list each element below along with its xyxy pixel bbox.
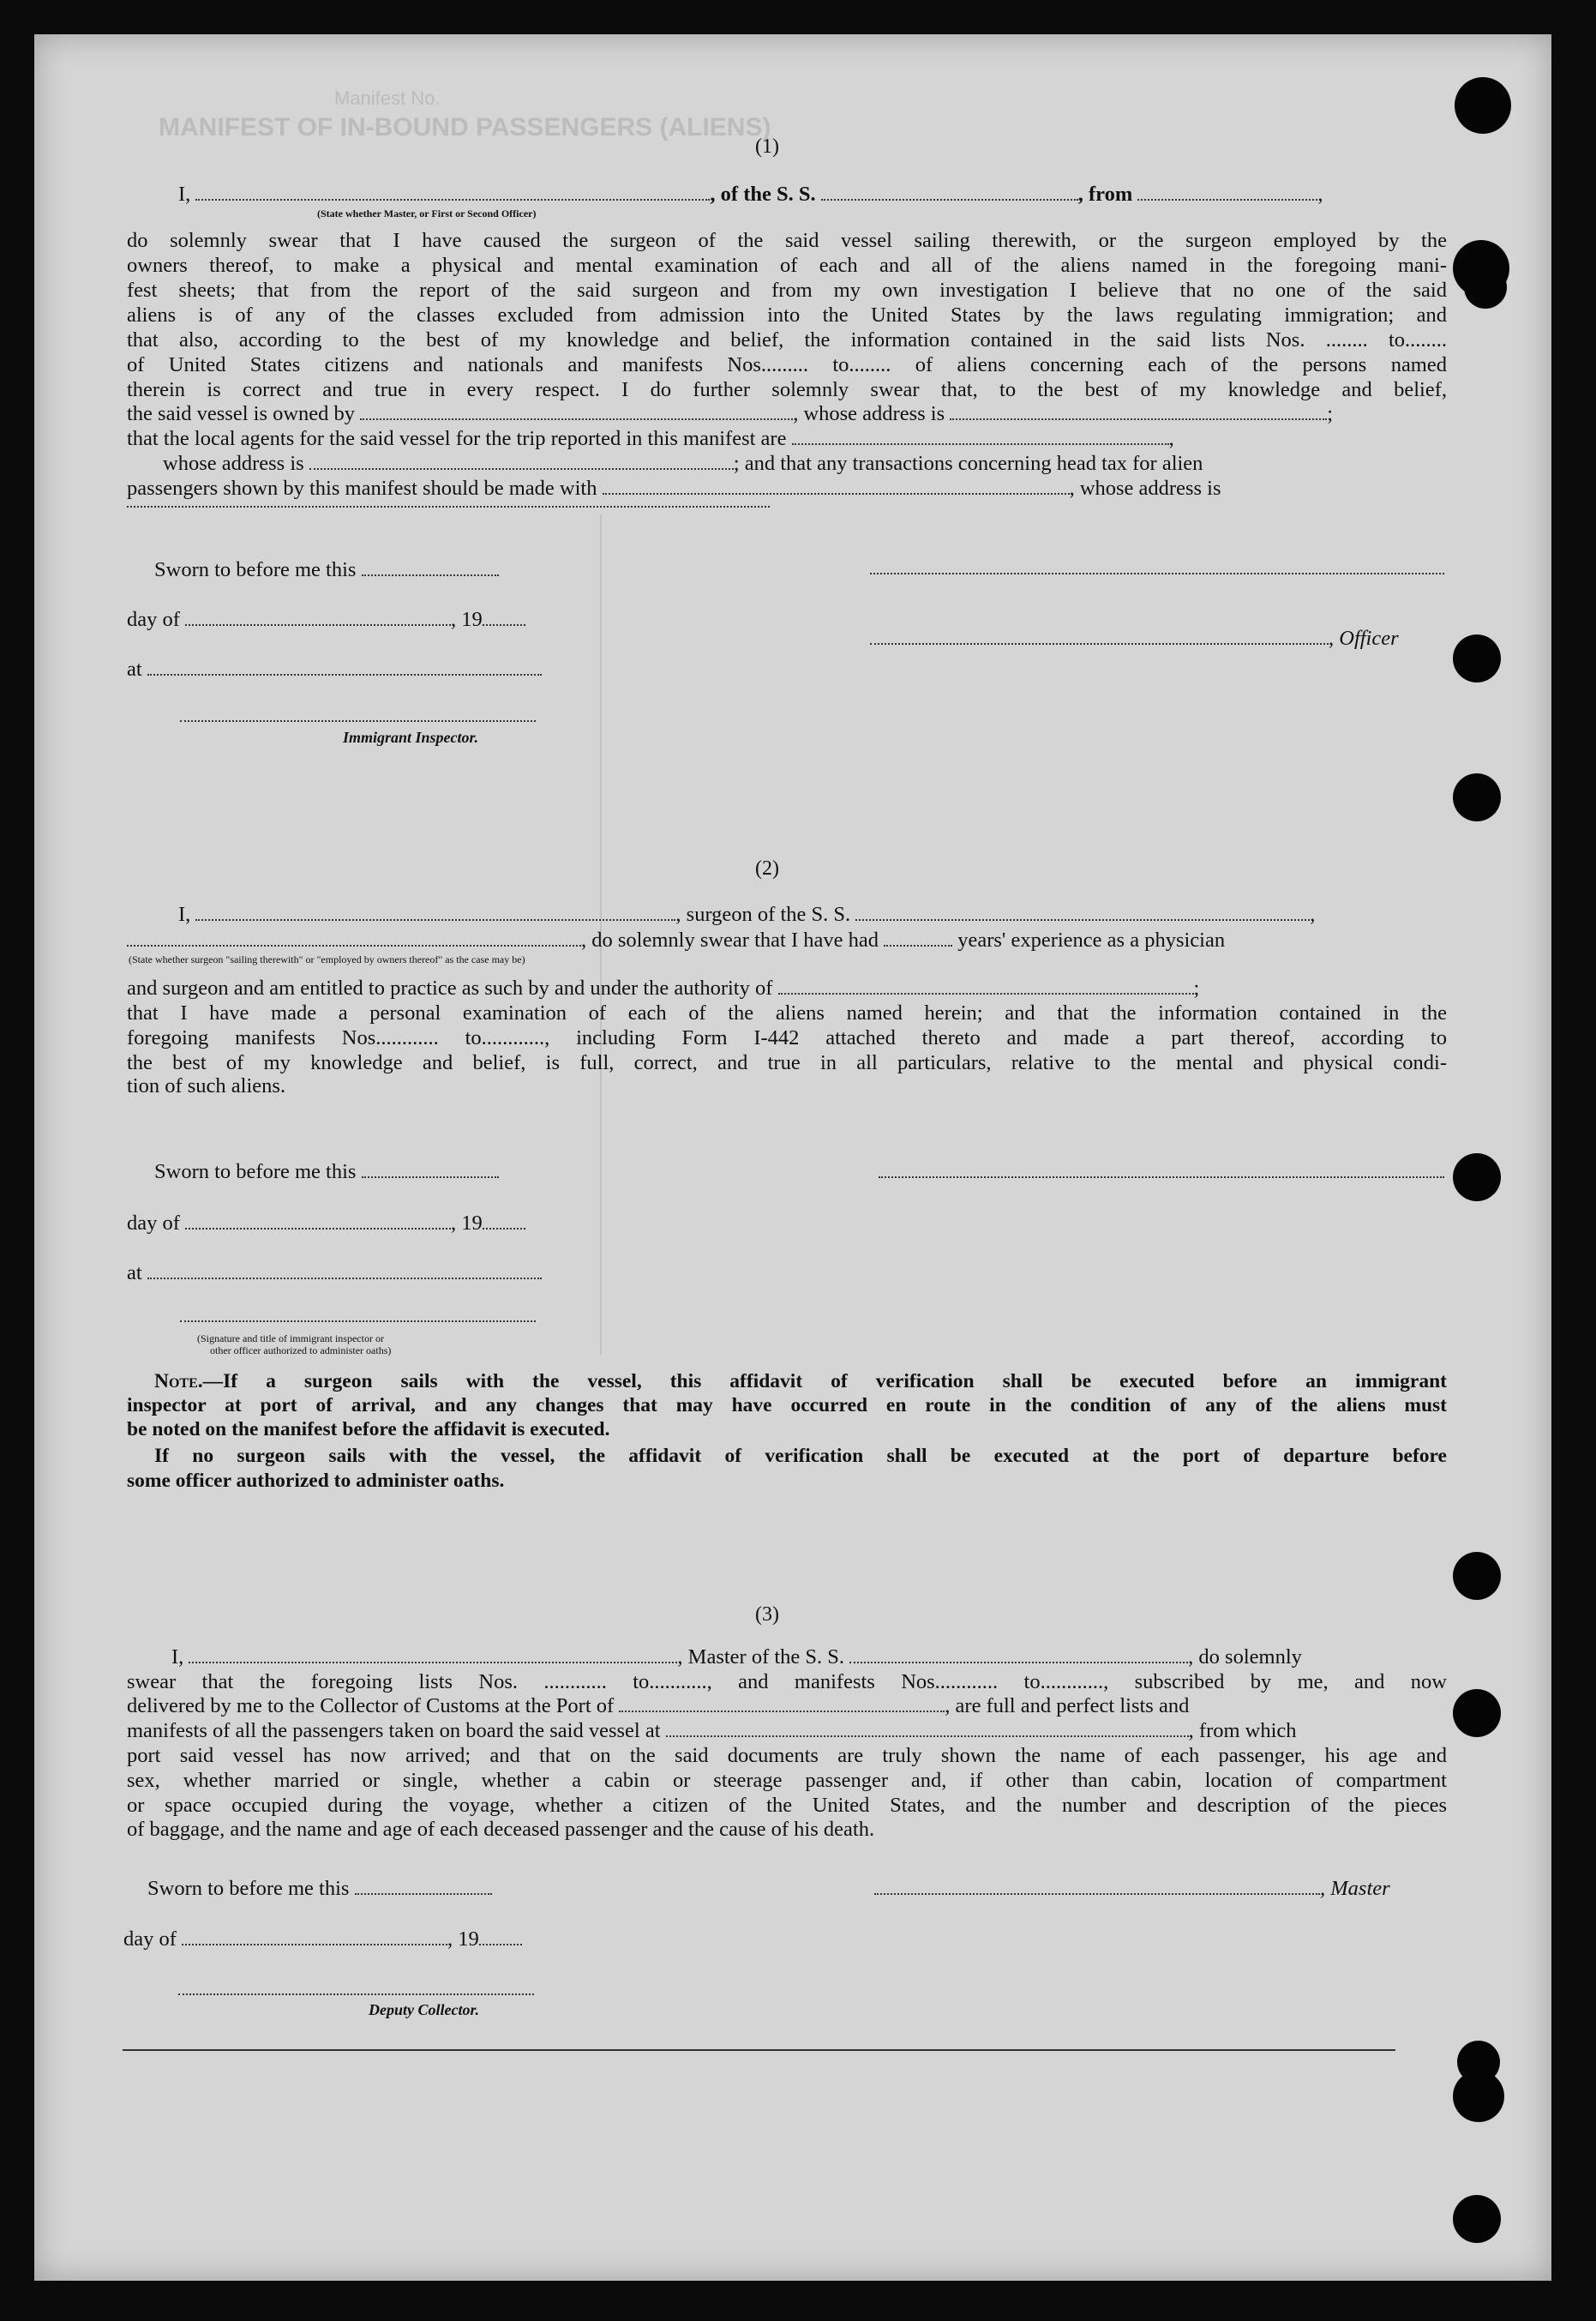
s1-agents-label: that the local agents for the said vessel for the trip reported in this manifest are [127,427,787,450]
s2-semicolon: ; [1193,977,1200,1000]
s1-text-line: fest sheets; that from the report of the said surgeon and from my own investigation I believe that no one of the said [127,279,1447,302]
s1-year-label: , 19 [451,608,483,631]
s2-day-of-label: day of [127,1212,180,1235]
s1-officer-signature-field[interactable] [870,573,1444,574]
s3-master-of-label: , Master of the S. S. [677,1645,845,1669]
s3-from-which-label: , from which [1188,1719,1297,1742]
s2-month-field[interactable] [185,1212,451,1230]
s2-note-label: Note. [154,1370,203,1392]
s3-full-lists-label: , are full and perfect lists and [945,1694,1190,1717]
s1-officer-line [870,626,1399,652]
manifest-title-bleed: MANIFEST OF IN-BOUND PASSENGERS (ALIENS) [159,113,771,141]
s1-text-line: aliens is of any of the classes excluded from admission into the United States by the laws regulating immigration; and [127,304,1447,327]
s1-at-place-field[interactable] [147,658,542,676]
s3-year-label: , 19 [447,1927,479,1951]
s1-state-note: (State whether Master, or First or Second Officer) [317,207,537,219]
s1-whose-address-label: , whose address is [1069,477,1221,500]
s3-deputy-signature-field[interactable] [178,1993,534,1995]
s2-inspector-signature-field[interactable] [180,1320,536,1322]
s2-authority-label: and surgeon and am entitled to practice as such by and under the authority of [127,977,773,1000]
s1-owner-field[interactable] [360,403,793,420]
s3-port-label: delivered by me to the Collector of Customs at the Port of [127,1694,615,1717]
bottom-rule [123,2049,1395,2051]
s1-from: , from [1077,183,1133,206]
s2-years-label: years' experience as a physician [957,929,1226,952]
punch-hole [1453,634,1501,682]
s1-sworn-day-field[interactable] [362,559,499,576]
s3-year-field[interactable] [479,1928,522,1945]
manifest-number-bleed: Manifest No. [334,87,441,109]
s1-sworn-line [154,557,499,583]
s2-sworn-line [154,1159,499,1185]
s3-master-signature-line [874,1876,1390,1902]
s2-at-place-field[interactable] [147,1262,542,1279]
s1-of-ss: , of the S. S. [710,183,816,206]
s1-sworn-label: Sworn to before me this [154,558,357,581]
s1-agent-address-label: whose address is [163,452,304,475]
s1-vessel-name-field[interactable] [821,183,1078,201]
s2-surgeon-signature-field[interactable] [879,1176,1444,1178]
s3-sworn-day-field[interactable] [355,1878,492,1895]
section-1-number: (1) [755,135,779,158]
punch-hole [1453,2195,1501,2243]
s1-header-line: I, , of the S. S. , from , [178,183,1323,206]
punch-hole [1453,2071,1504,2122]
s2-day-line [127,1211,525,1236]
s1-text-line: do solemnly swear that I have caused the surgeon of the said vessel sailing therewith, or the surgeon employed by the [127,229,1447,252]
s1-head-tax-label: ; and that any transactions concerning head tax for alien [733,452,1203,475]
s1-lead-i: I, [178,183,191,206]
s3-sworn-line [147,1876,492,1902]
s2-experience-line [127,928,1225,953]
s2-sworn-label: Sworn to before me this [154,1160,357,1183]
s2-note-text: If no surgeon sails with the vessel, the affidavit of verification shall be executed at the port of departure before [154,1445,1447,1467]
s1-at-label: at [127,658,142,681]
s2-authority-field[interactable] [778,977,1194,995]
s2-sig-note: (Signature and title of immigrant inspector or [197,1332,384,1344]
s2-text-line: tion of such aliens. [127,1074,286,1097]
s3-lead-i: I, [171,1645,184,1669]
s1-text-line: therein is correct and true in every respect. I do further solemnly swear that, to the best of my knowledge and belief, [127,378,1447,401]
punch-hole [1464,266,1507,309]
s2-years-field[interactable] [884,929,952,947]
s1-officer-title-field[interactable] [870,628,1329,645]
s1-comma: , [1168,427,1174,450]
s2-authority-line [127,976,1199,1001]
punch-hole [1453,773,1501,821]
s3-boarding-port-field[interactable] [666,1720,1189,1737]
s2-note-text: —If a surgeon sails with the vessel, this affidavit of verification shall be executed before an immigrant [202,1370,1447,1392]
s3-text-line: swear that the foregoing lists Nos. ............ to..........., and manifests Nos............ to............, subscribed by me, and now [127,1670,1447,1693]
s2-swear-label: , do solemnly swear that I have had [581,929,879,952]
s2-sig-note: other officer authorized to administer oaths) [210,1344,392,1356]
s1-head-tax-party-field[interactable] [603,478,1070,495]
s3-day-line [123,1927,522,1952]
s2-lead-i: I, [178,903,191,926]
s1-owner-address-field[interactable] [950,403,1327,420]
s2-note-text: some officer authorized to administer oaths. [127,1470,505,1492]
s1-agents-line [127,426,1174,452]
s1-day-line [127,607,525,633]
s3-month-field[interactable] [182,1928,447,1945]
s1-head-tax-address-field[interactable] [127,506,770,508]
section-3-number: (3) [755,1603,779,1626]
s3-day-of-label: day of [123,1927,177,1951]
s2-vessel-name-field[interactable] [855,904,1310,921]
s3-boarding-label: manifests of all the passengers taken on board the said vessel at [127,1719,661,1742]
s2-sworn-day-field[interactable] [362,1161,499,1178]
s2-surgeon-name-field[interactable] [195,904,675,921]
s3-boarding-line [127,1718,1297,1744]
s1-owned-by-label: the said vessel is owned by [127,402,356,425]
s2-year-label: , 19 [451,1212,483,1235]
s2-text-line: that I have made a personal examination of each of the aliens named herein; and that the information contained in the [127,1001,1447,1025]
s1-at-line [127,657,542,682]
punch-hole [1453,1153,1501,1201]
manifest-back-page [34,34,1551,2281]
section-2-number: (2) [755,857,779,880]
punch-hole [1455,77,1511,134]
s2-note-text: inspector at port of arrival, and any changes that may have occurred en route in the condition of any of the aliens must [127,1394,1447,1416]
s1-inspector-signature-field[interactable] [180,720,536,722]
s1-head-tax-line [127,476,1221,502]
s3-master-name-field[interactable] [189,1646,677,1663]
s2-note-text: be noted on the manifest before the affidavit is executed. [127,1418,610,1440]
s1-month-field[interactable] [185,609,451,626]
s1-agent-address-field[interactable] [309,453,734,470]
s1-agents-field[interactable] [792,428,1169,445]
s2-text-line: the best of my knowledge and belief, is full, correct, and true in all particulars, relative to the mental and physical condi- [127,1051,1447,1074]
s1-year-field[interactable] [483,609,525,626]
s2-text-line: foregoing manifests Nos............ to............, including Form I-442 attached thereto and made a part thereof, according to [127,1026,1447,1049]
s3-port-field[interactable] [619,1695,945,1712]
s3-vessel-name-field[interactable] [849,1646,1188,1663]
s2-header-line: I, , surgeon of the S. S. , [178,903,1316,926]
s3-master-signature-field[interactable] [874,1878,1320,1895]
s1-officer-name-field[interactable] [195,183,710,201]
s3-header-line [171,1645,1302,1670]
s1-text-line: owners thereof, to make a physical and mental examination of each and all of the aliens named in the foregoing mani- [127,254,1447,277]
s2-at-label: at [127,1261,142,1284]
s2-note-line [154,1368,1447,1394]
s1-owner-line [127,401,1333,427]
s3-text-line: or space occupied during the voyage, whether a citizen of the United States, and the number and description of the pieces [127,1794,1447,1817]
s2-sailing-status-field[interactable] [127,929,581,947]
s1-text-line: that also, according to the best of my knowledge and belief, the information contained in the said lists Nos. ........ to........ [127,328,1447,352]
s2-surgeon-of-label: , surgeon of the S. S. [675,903,851,926]
s1-made-with-label: passengers shown by this manifest should be made with [127,477,597,500]
s3-text-line: port said vessel has now arrived; and that on the said documents are truly shown the name of each passenger, his age and [127,1744,1447,1767]
s3-sworn-label: Sworn to before me this [147,1877,350,1900]
s3-master-label: , Master [1320,1877,1390,1900]
s1-officer-label: , Officer [1329,627,1399,650]
s2-at-line [127,1260,542,1286]
s3-port-line [127,1693,1189,1719]
punch-hole [1453,1689,1501,1737]
s2-year-field[interactable] [483,1212,525,1230]
s1-text-line: of United States citizens and nationals and manifests Nos......... to........ of aliens concerning each of the persons named [127,353,1447,376]
s1-owner-address-label: , whose address is [793,402,945,425]
s1-agent-address-line [127,451,1203,477]
s3-text-line: of baggage, and the name and age of each deceased passenger and the cause of his death. [127,1818,875,1841]
s1-inspector-caption: Immigrant Inspector. [343,729,479,746]
s3-deputy-caption: Deputy Collector. [369,2001,479,2018]
s1-from-port-field[interactable] [1137,183,1317,201]
s2-state-note: (State whether surgeon "sailing therewith" or "employed by owners thereof" as the case may be) [129,953,525,965]
s1-day-of-label: day of [127,608,180,631]
s3-do-solemnly-label: , do solemnly [1188,1645,1302,1669]
punch-hole [1453,1552,1501,1600]
s3-text-line: sex, whether married or single, whether a cabin or steerage passenger and, if other than cabin, location of compartment [127,1769,1447,1792]
s1-semicolon: ; [1327,402,1334,425]
